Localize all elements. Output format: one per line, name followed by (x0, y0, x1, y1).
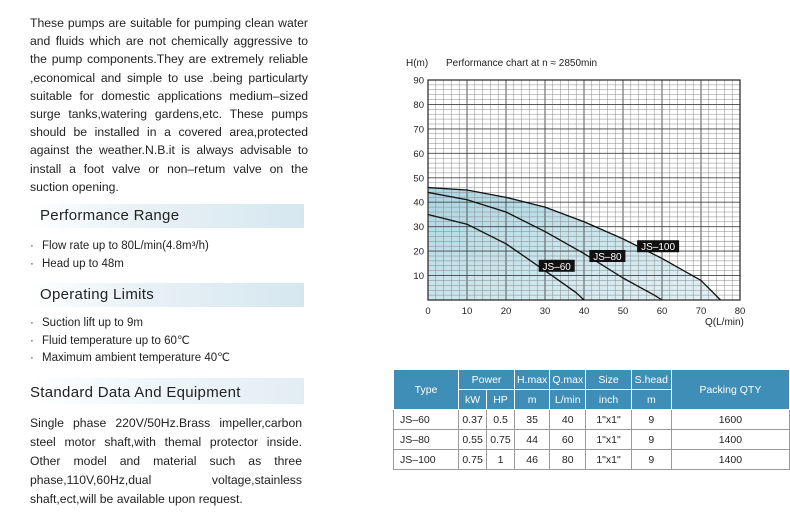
header-shead: S.head (631, 370, 671, 390)
spec-table (393, 369, 790, 470)
header-m: m (514, 390, 549, 410)
standard-title: Standard Data And Equipment (30, 384, 241, 401)
list-item: · Flow rate up to 80L/min(4.8m³/h) (30, 238, 209, 256)
table-row: JS–60 0.37 0.5 35 40 1"x1" 9 1600 (394, 410, 790, 430)
header-m2: m (631, 390, 671, 410)
x-tick-label: 40 (578, 306, 590, 317)
header-hmax: H.max (514, 370, 549, 390)
header-inch: inch (586, 390, 632, 410)
chart-title: Performance chart at n ≈ 2850min (446, 58, 598, 69)
y-tick-label: 10 (413, 271, 424, 283)
list-item: · Maximum ambient temperature 40℃ (30, 350, 230, 368)
standard-paragraph: Single phase 220V/50Hz.Brass impeller,carbon steel motor shaft,with themal protector inside. Other model and material such as three phase,110V,60Hz,dual voltage,stainless shaft,ect,will be available upon request. (30, 416, 302, 506)
limits-list (30, 315, 230, 368)
bullet-icon: · (30, 352, 34, 364)
x-tick-label: 70 (695, 306, 707, 317)
y-tick-label: 30 (413, 222, 424, 234)
y-tick-label: 70 (413, 124, 424, 136)
header-size: Size (586, 370, 632, 390)
series-label: JS–60 (542, 261, 571, 273)
y-axis-label: H(m) (406, 58, 429, 69)
header-type: Type (394, 370, 459, 410)
header-lmin: L/min (550, 390, 586, 410)
performance-list (30, 238, 209, 273)
y-tick-label: 50 (413, 173, 424, 185)
list-item: · Head up to 48m (30, 256, 209, 274)
intro-paragraph: These pumps are suitable for pumping clean water and fluids which are not chemically aggressive to the pump components.They are extremely reliable ,economical and simple to use .being particularty suitable for domestic applications medium–sized surge tanks,watering gardens,etc. These pumps should be installed in a covered area,protected against the weather.N.B.it is always advisable to install a foot valve or non–retum valve on the suction opening. (30, 16, 308, 194)
y-tick-label: 80 (413, 99, 424, 111)
y-tick-label: 90 (413, 75, 424, 87)
table-row: JS–100 0.75 1 46 80 1"x1" 9 1400 (394, 450, 790, 470)
header-packing: Packing QTY (671, 370, 789, 410)
performance-header-bar (30, 204, 304, 228)
bullet-icon: · (30, 240, 34, 252)
header-kw: kW (459, 390, 487, 410)
y-tick-label: 60 (413, 148, 424, 160)
y-tick-label: 40 (413, 197, 424, 209)
limits-header-bar (30, 283, 304, 307)
chart-grid (428, 80, 740, 300)
header-power: Power (459, 370, 515, 390)
series-label: JS–100 (641, 242, 676, 254)
x-tick-label: 30 (539, 306, 551, 317)
y-tick-label: 20 (413, 246, 424, 258)
list-item: · Fluid temperature up to 60℃ (30, 333, 230, 351)
x-tick-label: 0 (425, 306, 431, 317)
performance-chart (380, 52, 760, 332)
table-header-row (394, 370, 790, 390)
x-tick-label: 50 (617, 306, 629, 317)
list-item: · Suction lift up to 9m (30, 315, 230, 333)
header-hp: HP (487, 390, 515, 410)
series-label: JS–80 (593, 252, 622, 263)
x-tick-label: 20 (500, 306, 512, 317)
bullet-icon: · (30, 257, 34, 270)
performance-title: Performance Range (40, 207, 180, 224)
header-qmax: Q.max (550, 370, 586, 390)
x-tick-label: 80 (734, 306, 746, 317)
limits-title: Operating Limits (40, 286, 155, 303)
table-row: JS–80 0.55 0.75 44 60 1"x1" 9 1400 (394, 430, 790, 450)
x-tick-label: 60 (656, 306, 668, 317)
bullet-icon: · (30, 334, 34, 347)
x-tick-label: 10 (461, 306, 473, 317)
x-axis-label: Q(L/min) (705, 317, 744, 328)
bullet-icon: · (30, 317, 34, 329)
